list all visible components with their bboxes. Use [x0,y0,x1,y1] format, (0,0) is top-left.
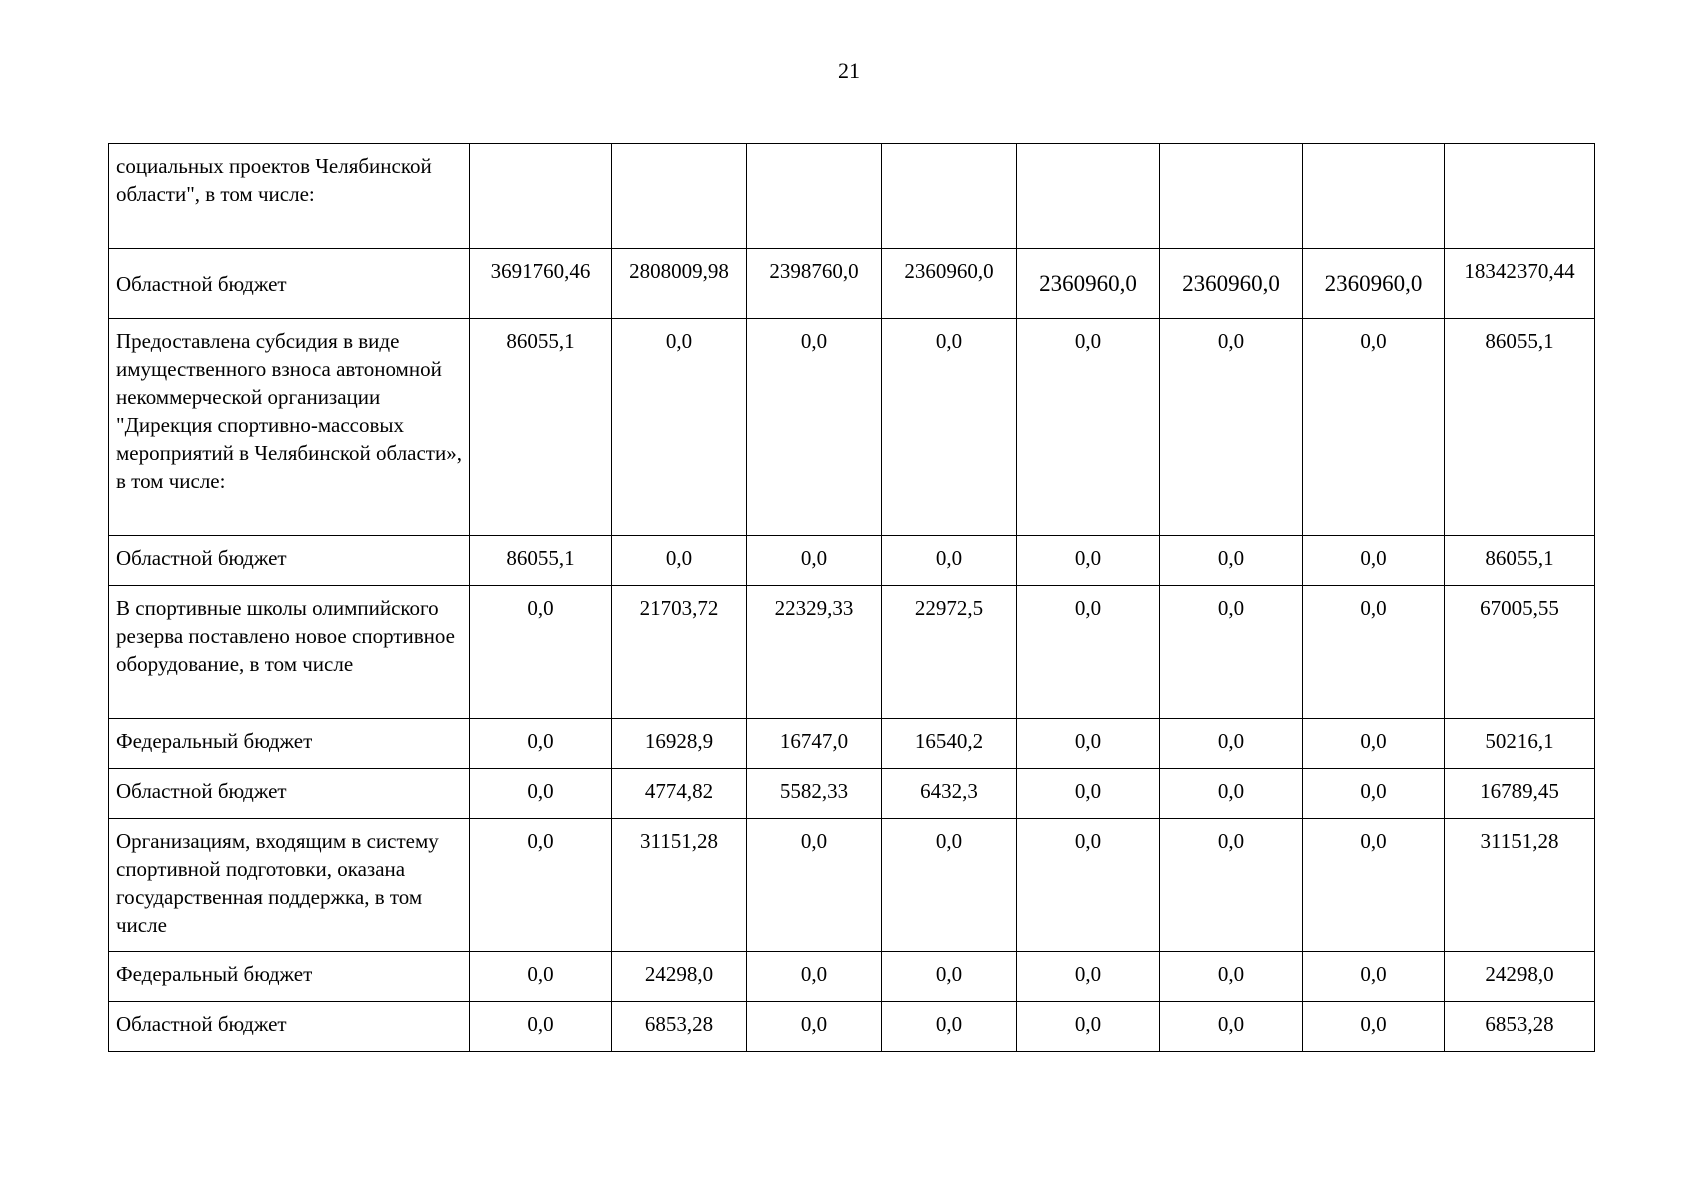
cell-value: 0,0 [470,952,612,1002]
cell-value: 31151,28 [612,819,747,952]
cell-value [1017,144,1160,249]
table-row [109,819,1595,952]
cell-value: 0,0 [1160,719,1303,769]
cell-value: 0,0 [747,952,882,1002]
cell-total: 50216,1 [1445,719,1595,769]
row-label: социальных проектов Челябинской области", в том числе: [109,144,470,249]
row-label: Предоставлена субсидия в виде имущественного взноса автономной некоммерческой организации "Дирекция спортивно-массовых мероприятий в Челябинской области», в том числе: [109,319,470,536]
cell-value: 16540,2 [882,719,1017,769]
row-label: Федеральный бюджет [109,952,470,1002]
table-row [109,319,1595,536]
cell-value: 2360960,0 [882,249,1017,319]
cell-value: 0,0 [1017,819,1160,952]
cell-value: 0,0 [882,1002,1017,1052]
cell-value: 21703,72 [612,586,747,719]
cell-value [470,144,612,249]
cell-value: 0,0 [1160,536,1303,586]
cell-value: 0,0 [1017,536,1160,586]
table-row [109,536,1595,586]
cell-total: 31151,28 [1445,819,1595,952]
table-row [109,719,1595,769]
cell-value: 0,0 [1017,319,1160,536]
row-label: Областной бюджет [109,1002,470,1052]
cell-value: 0,0 [882,319,1017,536]
cell-value: 0,0 [470,819,612,952]
row-label: Областной бюджет [109,249,470,319]
cell-value: 0,0 [1017,1002,1160,1052]
cell-value: 0,0 [612,319,747,536]
cell-value: 22972,5 [882,586,1017,719]
cell-value: 6853,28 [612,1002,747,1052]
cell-value: 0,0 [747,319,882,536]
table-row [109,952,1595,1002]
cell-value: 0,0 [470,586,612,719]
cell-total: 67005,55 [1445,586,1595,719]
row-label: Областной бюджет [109,769,470,819]
table-row [109,586,1595,719]
cell-value: 24298,0 [612,952,747,1002]
cell-value: 0,0 [882,952,1017,1002]
cell-value: 0,0 [1303,319,1445,536]
cell-value: 0,0 [747,1002,882,1052]
cell-value: 0,0 [612,536,747,586]
cell-value: 0,0 [470,769,612,819]
cell-value: 0,0 [1303,819,1445,952]
cell-value: 2360960,0 [1303,249,1445,319]
table-row [109,144,1595,249]
cell-value: 0,0 [882,819,1017,952]
cell-value: 0,0 [470,719,612,769]
cell-value: 0,0 [1303,1002,1445,1052]
table-row [109,1002,1595,1052]
cell-value: 16747,0 [747,719,882,769]
cell-value: 0,0 [1303,719,1445,769]
row-label: В спортивные школы олимпийского резерва поставлено новое спортивное оборудование, в том числе [109,586,470,719]
cell-value: 0,0 [1160,952,1303,1002]
cell-value: 0,0 [1160,586,1303,719]
cell-total: 18342370,44 [1445,249,1595,319]
cell-value: 0,0 [1303,952,1445,1002]
cell-value: 6432,3 [882,769,1017,819]
row-label: Федеральный бюджет [109,719,470,769]
cell-total: 24298,0 [1445,952,1595,1002]
cell-value: 0,0 [747,819,882,952]
cell-value: 0,0 [1303,769,1445,819]
cell-value: 0,0 [1303,586,1445,719]
cell-value: 0,0 [1017,719,1160,769]
cell-total [1445,144,1595,249]
cell-value: 0,0 [1017,769,1160,819]
cell-value: 0,0 [1160,1002,1303,1052]
row-label: Областной бюджет [109,536,470,586]
cell-total: 86055,1 [1445,536,1595,586]
cell-value: 0,0 [1303,536,1445,586]
cell-value: 2360960,0 [1017,249,1160,319]
cell-value: 0,0 [1160,769,1303,819]
cell-total: 16789,45 [1445,769,1595,819]
cell-value: 0,0 [470,1002,612,1052]
cell-value [882,144,1017,249]
cell-value: 2398760,0 [747,249,882,319]
cell-value [1160,144,1303,249]
cell-value [612,144,747,249]
cell-value: 0,0 [1017,952,1160,1002]
cell-value: 0,0 [1160,819,1303,952]
cell-value: 4774,82 [612,769,747,819]
cell-value: 22329,33 [747,586,882,719]
table-row [109,769,1595,819]
cell-value: 2360960,0 [1160,249,1303,319]
cell-value: 86055,1 [470,319,612,536]
cell-value: 0,0 [1160,319,1303,536]
table-row [109,249,1595,319]
cell-value: 16928,9 [612,719,747,769]
cell-value: 0,0 [882,536,1017,586]
cell-value: 3691760,46 [470,249,612,319]
row-label: Организациям, входящим в систему спортивной подготовки, оказана государственная поддержка, в том числе [109,819,470,952]
cell-value: 0,0 [1017,586,1160,719]
cell-value [747,144,882,249]
cell-total: 6853,28 [1445,1002,1595,1052]
page-number: 21 [838,58,860,83]
cell-value: 0,0 [747,536,882,586]
cell-value: 86055,1 [470,536,612,586]
cell-value [1303,144,1445,249]
cell-value: 2808009,98 [612,249,747,319]
cell-total: 86055,1 [1445,319,1595,536]
budget-table [108,143,1595,1052]
cell-value: 5582,33 [747,769,882,819]
